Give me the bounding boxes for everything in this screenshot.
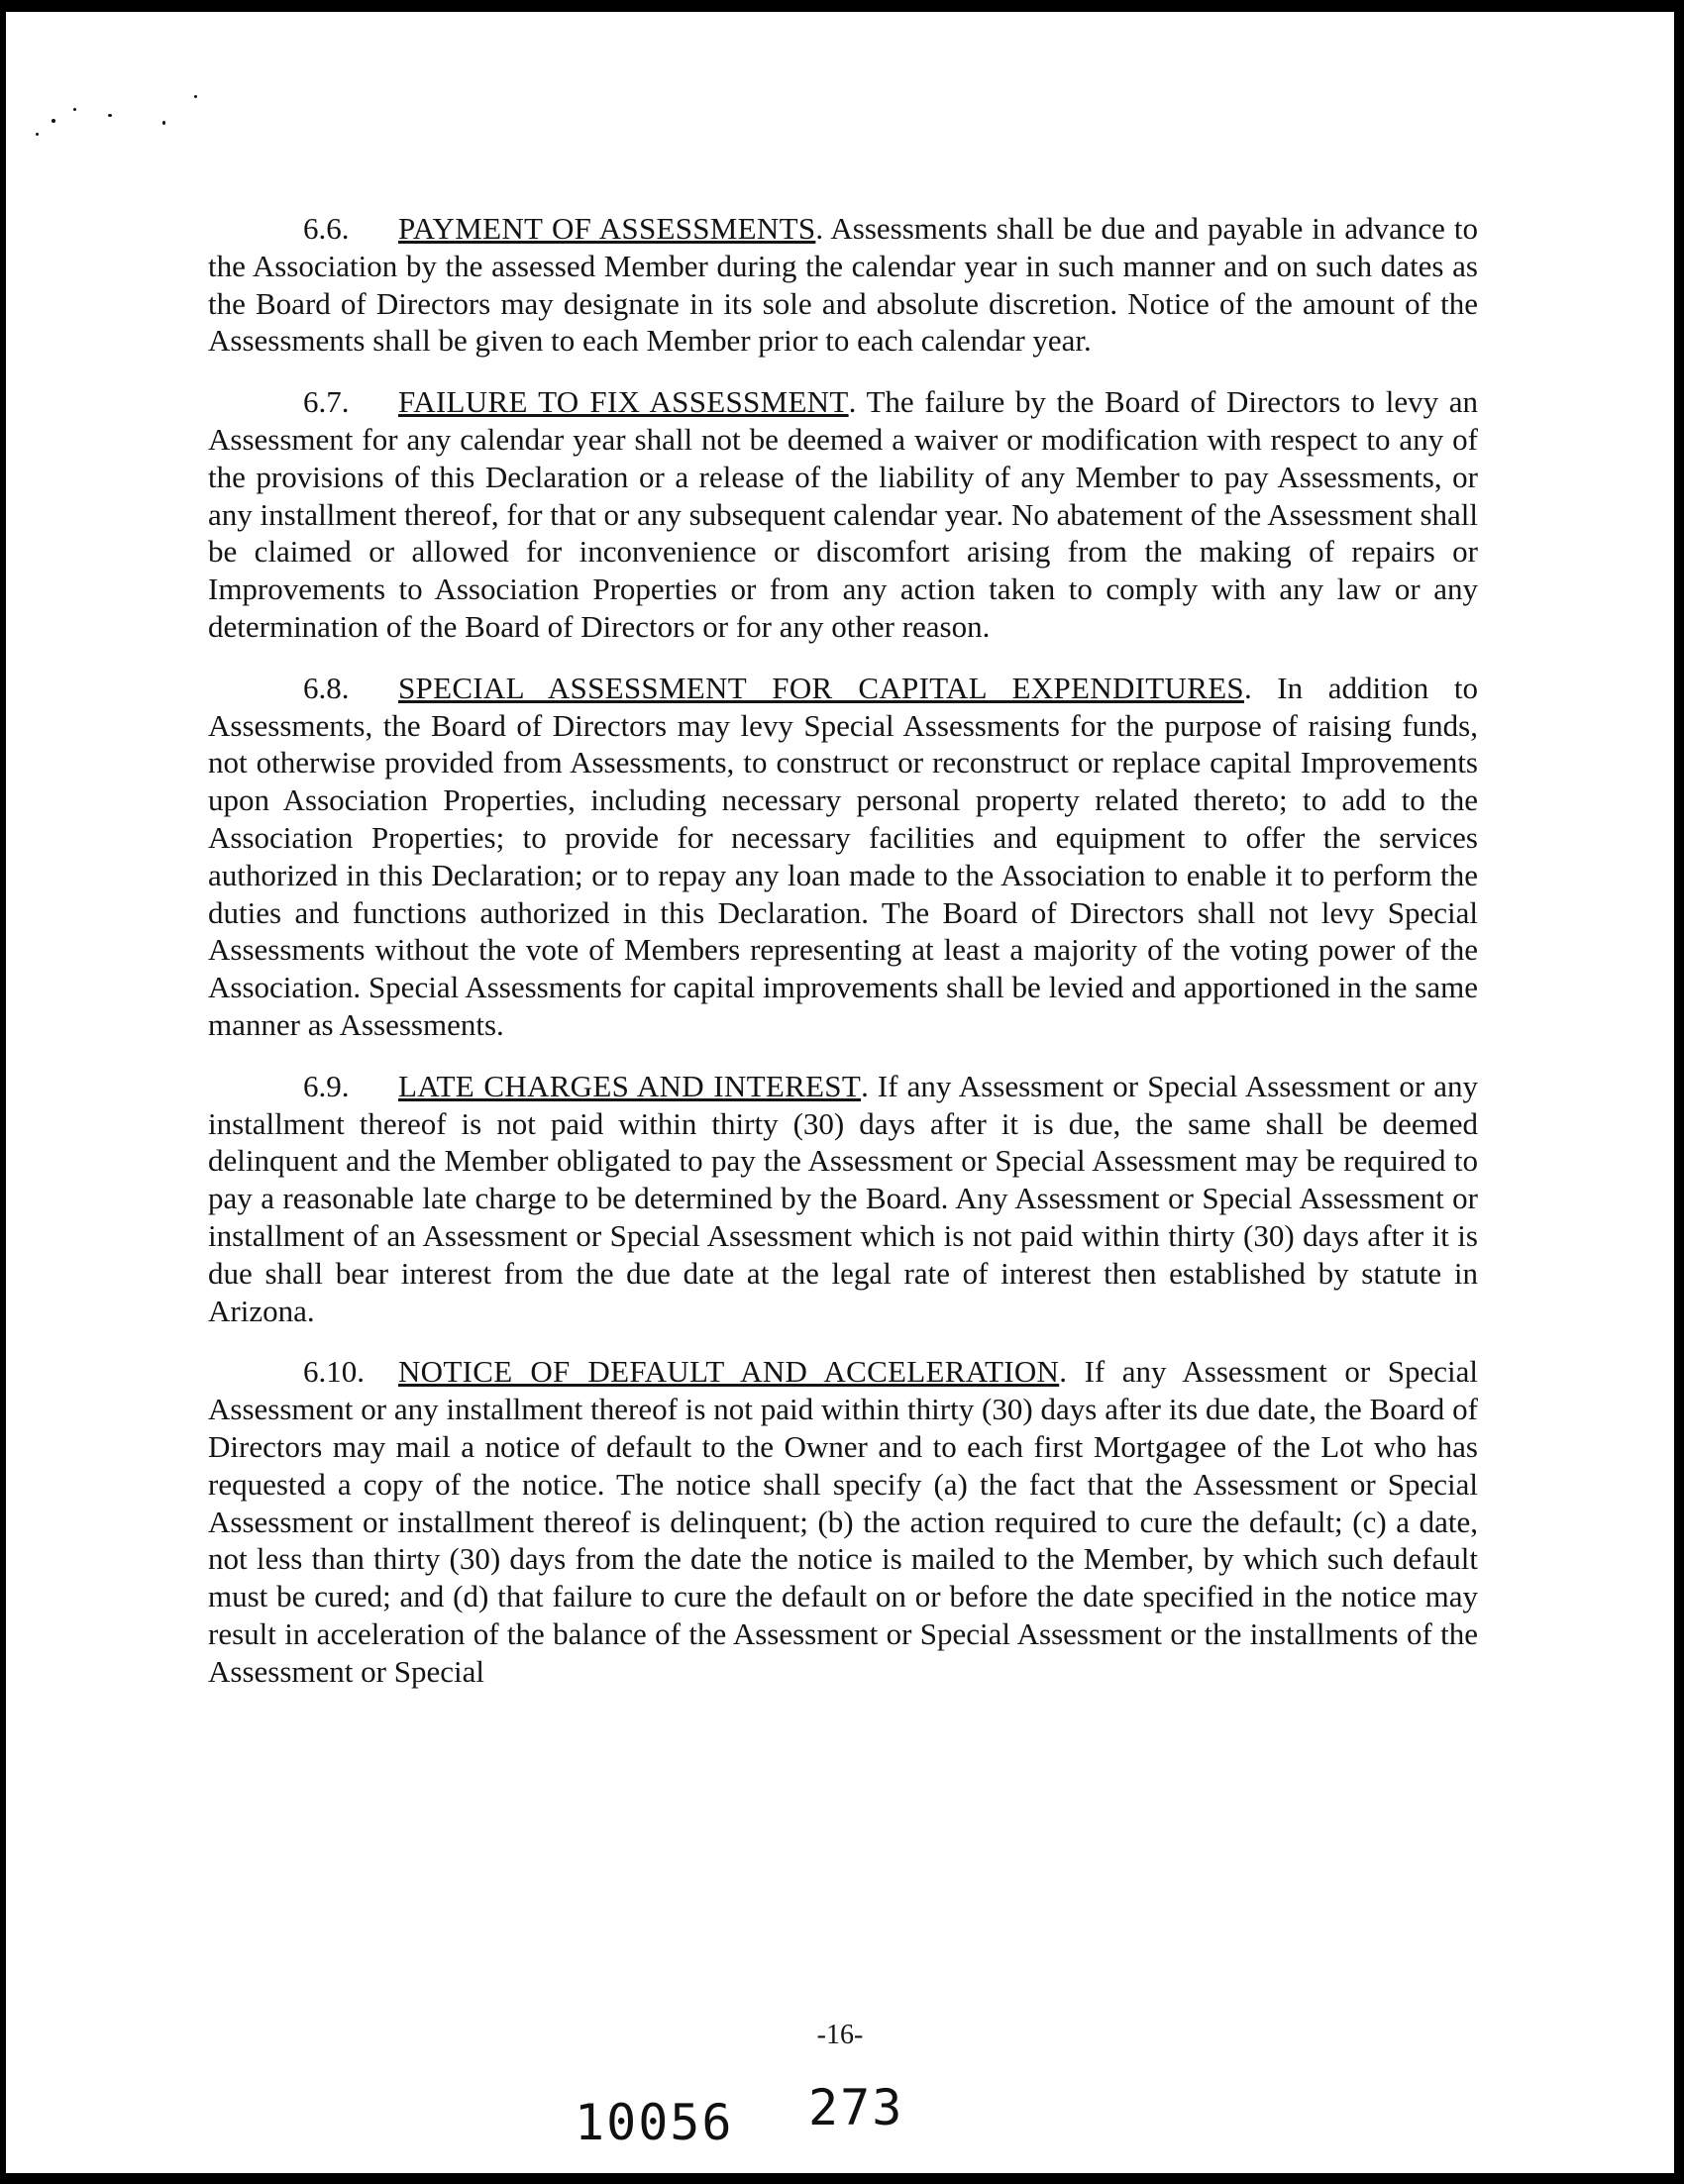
- section-number: 6.10.: [303, 1354, 365, 1390]
- section-6-8: 6.8. SPECIAL ASSESSMENT FOR CAPITAL EXPENDITURES. In addition to Assessments, the Board of Directors may levy Special Assessments for the purpose of raising funds, not otherwise provided from Assessments, to construct or reconstruct or replace capital Improvements upon Association Properties, including necessary personal property related thereto; to add to the Association Properties; to provide for necessary facilities and equipment to offer the services authorized in this Declaration; or to repay any loan made to the Association to enable it to perform the duties and functions authorized in this Declaration. The Board of Directors shall not levy Special Assessments without the vote of Members representing at least a majority of the voting power of the Association. Special Assessments for capital improvements shall be levied and apportioned in the same manner as Assessments.: [208, 670, 1478, 1042]
- page-number: -16-: [816, 2020, 864, 2050]
- section-number: 6.6.: [303, 211, 350, 246]
- section-heading: FAILURE TO FIX ASSESSMENT: [398, 384, 849, 420]
- scan-speck: [162, 121, 165, 125]
- section-number: 6.8.: [303, 670, 350, 705]
- scan-speck: [108, 114, 112, 117]
- scan-speck: [36, 133, 39, 136]
- scan-speck: [52, 119, 55, 123]
- section-body: The failure by the Board of Directors to levy an Assessment for any calendar year shall not be deemed a waiver or modification with respect to any of the provisions of this Declaration or a release of the liability of any Member to pay Assessments, or any installment thereof, for that or any subsequent calendar year. No abatement of the Assessment shall be claimed or allowed for inconvenience or discomfort arising from the making of repairs or Improvements to Association Properties or from any action taken to comply with any law or any determination of the Board of Directors or for any other reason.: [208, 384, 1478, 644]
- docket-page-stamp: 273: [808, 2079, 904, 2136]
- docket-number-stamp: 10056: [575, 2094, 734, 2151]
- section-body: In addition to Assessments, the Board of Directors may levy Special Assessments for the purpose of raising funds, not otherwise provided from Assessments, to construct or reconstruct or replace capital Improvements upon Association Properties, including necessary personal property related thereto; to add to the Association Properties; to provide for necessary facilities and equipment to offer the services authorized in this Declaration; or to repay any loan made to the Association to enable it to perform the duties and functions authorized in this Declaration. The Board of Directors shall not levy Special Assessments without the vote of Members representing at least a majority of the voting power of the Association. Special Assessments for capital improvements shall be levied and apportioned in the same manner as Assessments.: [208, 670, 1478, 1042]
- section-body: Assessments shall be due and payable in advance to the Association by the assessed Member during the calendar year in such manner and on such dates as the Board of Directors may designate in its sole and absolute discretion. Notice of the amount of the Assessments shall be given to each Member prior to each calendar year.: [208, 211, 1478, 359]
- section-heading: LATE CHARGES AND INTEREST: [398, 1068, 862, 1103]
- scan-speck: [73, 108, 76, 111]
- section-body: If any Assessment or Special Assessment or any installment thereof is not paid within thirty (30) days after its due date, the Board of Directors may mail a notice of default to the Owner and to each first Mortgagee of the Lot who has requested a copy of the notice. The notice shall specify (a) the fact that the Assessment or Special Assessment or installment thereof is delinquent; (b) the action required to cure the default; (c) a date, not less than thirty (30) days from the date the notice is mailed to the Member, by which such default must be cured; and (d) that failure to cure the default on or before the date specified in the notice may result in acceleration of the balance of the Assessment or Special Assessment or the installments of the Assessment or Special: [208, 1354, 1479, 1689]
- section-heading: SPECIAL ASSESSMENT FOR CAPITAL EXPENDITURES: [398, 670, 1244, 705]
- section-number: 6.7.: [303, 384, 350, 420]
- section-body: If any Assessment or Special Assessment or any installment thereof is not paid within thirty (30) days after it is due, the same shall be deemed delinquent and the Member obligated to pay the Assessment or Special Assessment may be required to pay a reasonable late charge to be determined by the Board. Any Assessment or Special Assessment or installment of an Assessment or Special Assessment which is not paid within thirty (30) days after it is due shall bear interest from the due date at the legal rate of interest then established by statute in Arizona.: [208, 1068, 1478, 1328]
- scan-speck: [194, 95, 197, 98]
- section-6-9: 6.9. LATE CHARGES AND INTEREST. If any Assessment or Special Assessment or any installment thereof is not paid within thirty (30) days after it is due, the same shall be deemed delinquent and the Member obligated to pay the Assessment or Special Assessment may be required to pay a reasonable late charge to be determined by the Board. Any Assessment or Special Assessment or installment of an Assessment or Special Assessment which is not paid within thirty (30) days after it is due shall bear interest from the due date at the legal rate of interest then established by statute in Arizona.: [208, 1068, 1478, 1328]
- section-heading: NOTICE OF DEFAULT AND ACCELERATION: [398, 1354, 1060, 1390]
- section-number: 6.9.: [303, 1068, 350, 1103]
- section-6-10: 6.10. NOTICE OF DEFAULT AND ACCELERATION. If any Assessment or Special Assessment or any installment thereof is not paid within thirty (30) days after its due date, the Board of Directors may mail a notice of default to the Owner and to each first Mortgagee of the Lot who has requested a copy of the notice. The notice shall specify (a) the fact that the Assessment or Special Assessment or installment thereof is delinquent; (b) the action required to cure the default; (c) a date, not less than thirty (30) days from the date the notice is mailed to the Member, by which such default must be cured; and (d) that failure to cure the default on or before the date specified in the notice may result in acceleration of the balance of the Assessment or Special Assessment or the installments of the Assessment or Special: [208, 1354, 1479, 1689]
- section-heading: PAYMENT OF ASSESSMENTS: [398, 211, 816, 246]
- document-page: [6, 12, 1674, 2173]
- section-6-6: 6.6. PAYMENT OF ASSESSMENTS. Assessments shall be due and payable in advance to the Association by the assessed Member during the calendar year in such manner and on such dates as the Board of Directors may designate in its sole and absolute discretion. Notice of the amount of the Assessments shall be given to each Member prior to each calendar year.: [208, 211, 1478, 359]
- section-6-7: 6.7. FAILURE TO FIX ASSESSMENT. The failure by the Board of Directors to levy an Assessment for any calendar year shall not be deemed a waiver or modification with respect to any of the provisions of this Declaration or a release of the liability of any Member to pay Assessments, or any installment thereof, for that or any subsequent calendar year. No abatement of the Assessment shall be claimed or allowed for inconvenience or discomfort arising from the making of repairs or Improvements to Association Properties or from any action taken to comply with any law or any determination of the Board of Directors or for any other reason.: [208, 384, 1478, 644]
- document-body: [208, 210, 1478, 1714]
